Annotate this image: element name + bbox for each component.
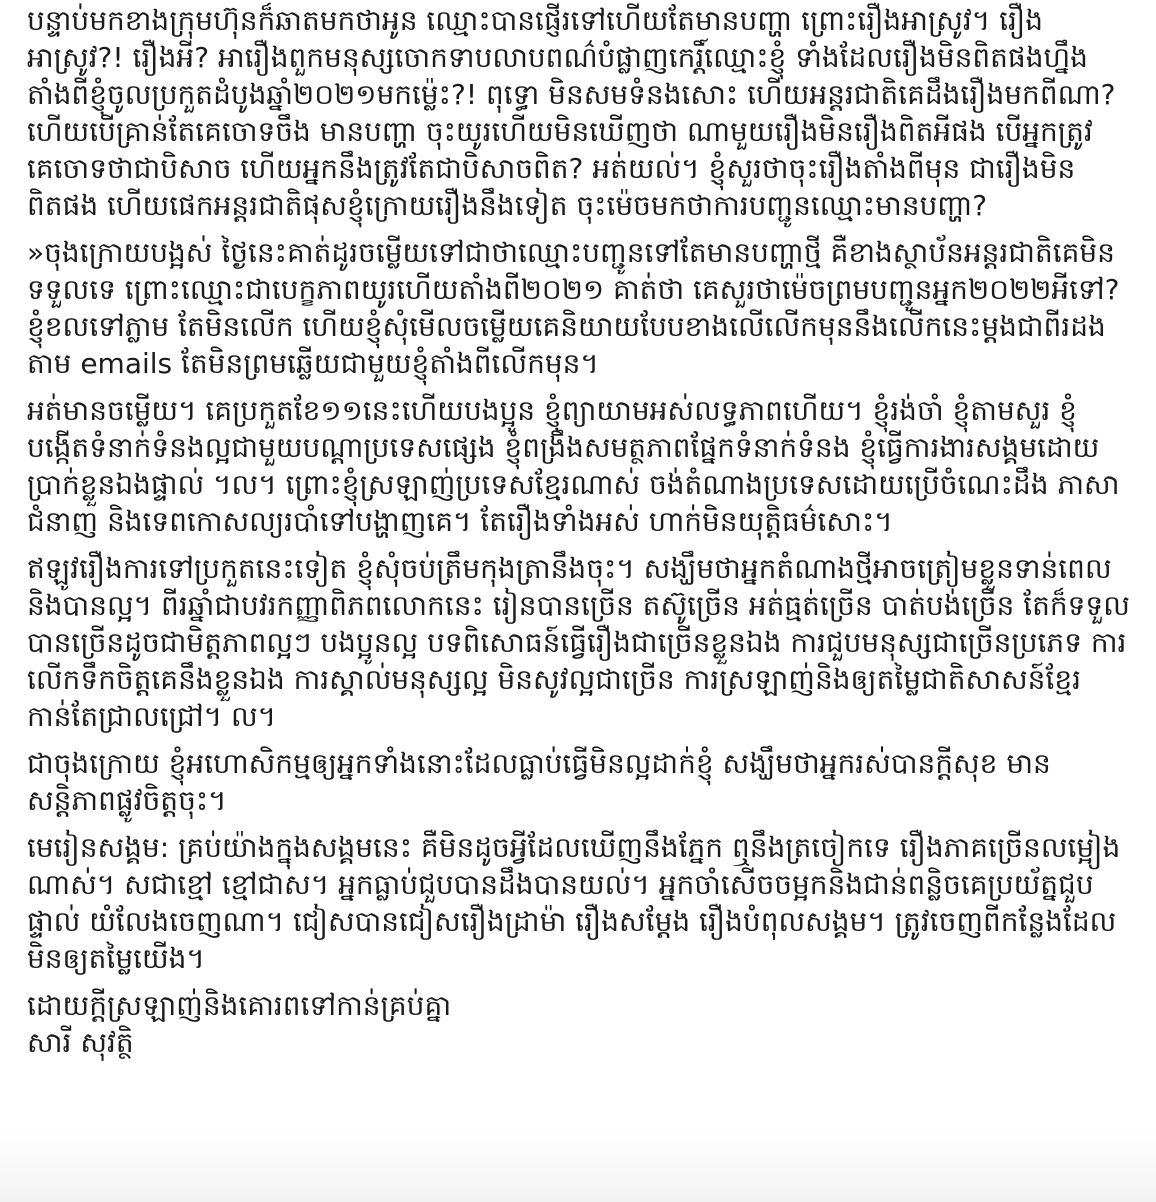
paragraph-1: បន្ទាប់មកខាងក្រុមហ៊ុនក៏ឆាតមកថាអូន ឈ្មោះបានផ្ញើរទៅហើយតែមានបញ្ហា ព្រោះរឿងអាស្រូវ។ រឿងអាស្រូវ?! រឿងអី? អារឿងពួកមនុស្សចោកទាបលាបពណ៌បំផ្លាញកេរ្តិ៍ឈ្មោះខ្ញុំ ទាំងដែលរឿងមិនពិតផងហ្នឹង តាំងពីខ្ញុំចូលប្រកួតដំបូងឆ្នាំ២០២១មកម្ល៉េះ?! ពុទ្ធោ មិនសមទំនងសោះ ហើយអន្តរជាតិគេដឹងរឿងមកពីណា? ហើយបើគ្រាន់តែគេចោទចឹង មានបញ្ហា ចុះយូរហើយមិនឃើញថា ណាមួយរឿងមិនរឿងពិតអីផង បើអ្នកត្រូវគេចោទថាជាបិសាច ហើយអ្នកនឹងត្រូវតែជាបិសាចពិត? អត់យល់។ ខ្ញុំសួរថាចុះរឿងតាំងពីមុន ជារឿងមិនពិតផង ហើយផេកអន្តរជាតិផុសខ្ញុំក្រោយរឿងនឹងទៀត ចុះម៉េចមកថាការបញ្ជូនឈ្មោះមានបញ្ហា? [27, 4, 1116, 222]
paragraph-3: អត់មានចម្លើយ។ គេប្រកួតខែ១១នេះហើយបងប្អូន ខ្ញុំព្យាយាមអស់លទ្ធភាពហើយ។ ខ្ញុំរង់ចាំ ខ្ញុំតាមសួរ ខ្ញុំបង្កើតទំនាក់ទំនងល្អជាមួយបណ្តាប្រទេសផ្សេង ខ្ញុំពង្រឹងសមត្ថភាពផ្នែកទំនាក់ទំនង ខ្ញុំធ្វើការងារសង្គមដោយប្រាក់ខ្លួនឯងផ្ទាល់ ។ល។ ព្រោះខ្ញុំស្រឡាញ់ប្រទេសខ្មែរណាស់ ចង់តំណាងប្រទេសដោយប្រើចំណេះដឹង ភាសា ជំនាញ និងទេពកោសល្យរបាំទៅបង្ហាញគេ។ តែរឿងទាំងអស់ ហាក់មិនយុត្តិធម៌សោះ។ [27, 394, 1120, 538]
closing-line: ដោយក្តីស្រឡាញ់និងគោរពទៅកាន់គ្រប់គ្នា [27, 989, 452, 1022]
author-name: សារី សុវត្ថិ [27, 1026, 134, 1059]
paragraph-2: »ចុងក្រោយបង្អស់ ថ្ងៃនេះគាត់ដូរចម្លើយទៅជាថាឈ្មោះបញ្ជូនទៅតែមានបញ្ហាថ្មី គឺខាងស្ថាប័នអន្តរជាតិគេមិនទទួលទេ ព្រោះឈ្មោះជាបេក្ខភាពយូរហើយតាំងពី២០២១ គាត់ថា គេសួរថាម៉េចព្រមបញ្ជូនអ្នក២០២២អីទៅ? ខ្ញុំខលទៅភ្លាម តែមិនលើក ហើយខ្ញុំសុំមើលចម្លើយគេនិយាយបែបខាងលើលើកមុននឹងលើកនេះម្តងជាពីរដងតាម emails តែមិនព្រមឆ្លើយជាមួយខ្ញុំតាំងពីលើកមុន។ [27, 236, 1120, 380]
paragraph-5: ជាចុងក្រោយ ខ្ញុំអហោសិកម្មឲ្យអ្នកទាំងនោះដែលធ្លាប់ធ្វើមិនល្អដាក់ខ្ញុំ សង្ឃឹមថាអ្នករស់បានក្តីសុខ មានសន្តិភាពផ្លូវចិត្តចុះ។ [27, 747, 1051, 817]
paragraph-6: មេរៀនសង្គម: គ្រប់យ៉ាងក្នុងសង្គមនេះ គឺមិនដូចអ្វីដែលឃើញនឹងភ្នែក ឮនឹងត្រចៀកទេ រឿងភាគច្រើនលម្អៀងណាស់។ សជាខ្មៅ ខ្មៅជាស។ អ្នកធ្លាប់ជួបបានដឹងបានយល់។ អ្នកចាំសើចចម្អកនិងជាន់ពន្លិចគេប្រយ័ត្នជួបផ្ទាល់ យំលែងចេញណា។ ជៀសបានជៀសរឿងដ្រាម៉ា រឿងសម្តែង រឿងបំពុលសង្គម។ ត្រូវចេញពីកន្លែងដែលមិនឲ្យតម្លៃយើង។ [27, 831, 1121, 975]
signoff [27, 987, 1130, 1061]
paragraph-4: ឥឡូវរឿងការទៅប្រកួតនេះទៀត ខ្ញុំសុំចប់ត្រឹមកុងត្រានឹងចុះ។ សង្ឃឹមថាអ្នកតំណាងថ្មីអាចត្រៀមខ្លួនទាន់ពេលនិងបានល្អ។ ពីរឆ្នាំជាបវរកញ្ញាពិភពលោកនេះ រៀនបានច្រើន តស៊ូច្រើន អត់ធ្មត់ច្រើន បាត់បង់ច្រើន តែក៏ទទួលបានច្រើនដូចជាមិត្តភាពល្អៗ បងប្អូនល្អ បទពិសោធន៍ធ្វើរឿងជាច្រើនខ្លួនឯង ការជួបមនុស្សជាច្រើនប្រភេទ ការលើកទឹកចិត្តគេនឹងខ្លួនឯង ការស្គាល់មនុស្សល្អ មិនសូវល្អជាច្រើន ការស្រឡាញ់និងឲ្យតម្លៃជាតិសាសន៍ខ្មែរកាន់តែជ្រាលជ្រៅ។ ល។ [27, 552, 1130, 733]
